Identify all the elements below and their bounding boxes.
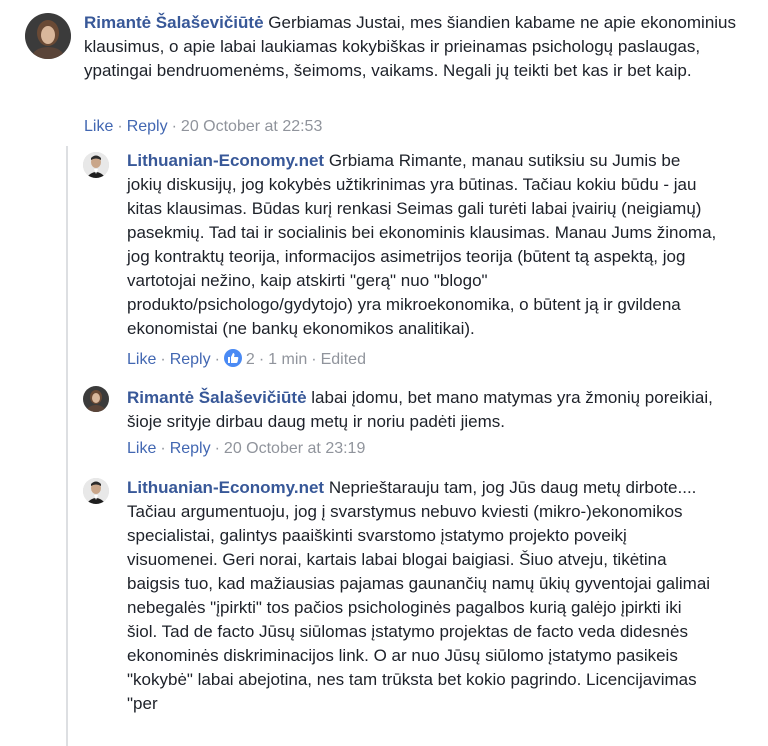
timestamp[interactable]: 20 October at 23:19 [223,440,366,457]
comment-body [84,11,744,83]
comment-1 [0,0,768,146]
reaction-count[interactable]: 2 [245,351,255,368]
reply-link[interactable]: Reply [169,351,211,368]
reply-link[interactable]: Reply [126,118,168,135]
like-link[interactable]: Like [84,118,114,135]
comment-text-continued: Tačiau argumentuoju, jog į svarstymus nebuvo kviesti (mikro-)ekonomikos specialistai, galintys paaiškinti svarstomo įstatymo projekto poveikį visuomenei. Geri norai, kartais labai blogai baigiasi. Šiuo atveju, tikėtina baigsis tuo, kad mažiausias pajamas gaunančių namų ūkių gyventojai galimai nebegalės "įpirkti" tos pačios psichologinės pagalbos kurią galėjo įpirkti iki šiol. Tad de facto Jūsų siūlomas įstatymo projektas de facto veda didesnės ekonominės diskriminacijos link. O ar nuo Jūsų siūlomo įstatymo pasikeis "kokybė" labai abejotina, nes tam trūksta bet kokio pagrindo. Licencijavimas "per [127,502,711,713]
comment-text: Grbiama Rimante, manau sutiksiu su Jumis be jokių diskusijų, jog kokybės užtikrinimas yra būtinas. Tačiau kokiu būdu - jau kitas klausimas. Būdas kurį renkasi Seimas gali turėti labai įvairių (neigiamų) pasekmių. Tad tai ir socialinis bei ekonominis klausimas. Manau Jums žinoma, jog kontraktų teorija, informacijos asimetrijos teorija (būtent tą aspektą, jog vartotojai nežino, kaip atskirti "gerą" nuo "blogo" produkto/psichologo/gydytojo) yra mikroekonomika, o būtent ją ir gvildena ekonomistai (ne bankų ekonomikos analitikai). [127,151,717,338]
timestamp[interactable]: 1 min [268,351,308,368]
comment-text: labai įdomu, bet mano matymas yra žmonių poreikiai, šioje srityje dirbau daug metų ir noriu padėti jiems. [127,388,713,431]
reply-body [127,386,717,434]
reply-1 [0,146,768,376]
comment-text: Gerbiamas Justai, mes šiandien kabame ne apie ekonominius klausimus, o apie labai laukiamas kokybiškas ir prieinamas psichologų paslaugas, ypatingai bendruomenėms, šeimoms, vaikams. Negali jų teikti bet kas ir bet kaip. [84,13,737,80]
avatar-lithuanian-economy[interactable] [83,478,109,504]
comment-actions: Like · Reply · 20 October at 22:53 [84,118,323,135]
reply-actions: Like · Reply · 20 October at 23:19 [127,440,366,457]
like-reaction-icon[interactable] [224,349,242,367]
reply-2 [0,376,768,466]
comment-text: Neprieštarauju tam, jog Jūs daug metų dirbote.... [328,478,697,497]
author-name[interactable]: Lithuanian-Economy.net [127,151,325,170]
timestamp[interactable]: 20 October at 22:53 [180,118,323,135]
like-link[interactable]: Like [127,351,157,368]
author-name[interactable]: Rimantė Šalaševičiūtė [84,13,264,32]
reply-body [127,476,712,716]
edited-label[interactable]: Edited [320,351,366,368]
reply-actions: Like · Reply · 2 · 1 min · Edited [127,351,366,368]
avatar-lithuanian-economy[interactable] [83,152,109,178]
avatar-rimante[interactable] [25,13,71,59]
author-name[interactable]: Lithuanian-Economy.net [127,478,325,497]
reply-body [127,149,717,341]
author-name[interactable]: Rimantė Šalaševičiūtė [127,388,307,407]
like-link[interactable]: Like [127,440,157,457]
reply-first-paragraph [127,476,707,500]
reply-3 [0,466,768,745]
avatar-rimante[interactable] [83,386,109,412]
reply-link[interactable]: Reply [169,440,211,457]
